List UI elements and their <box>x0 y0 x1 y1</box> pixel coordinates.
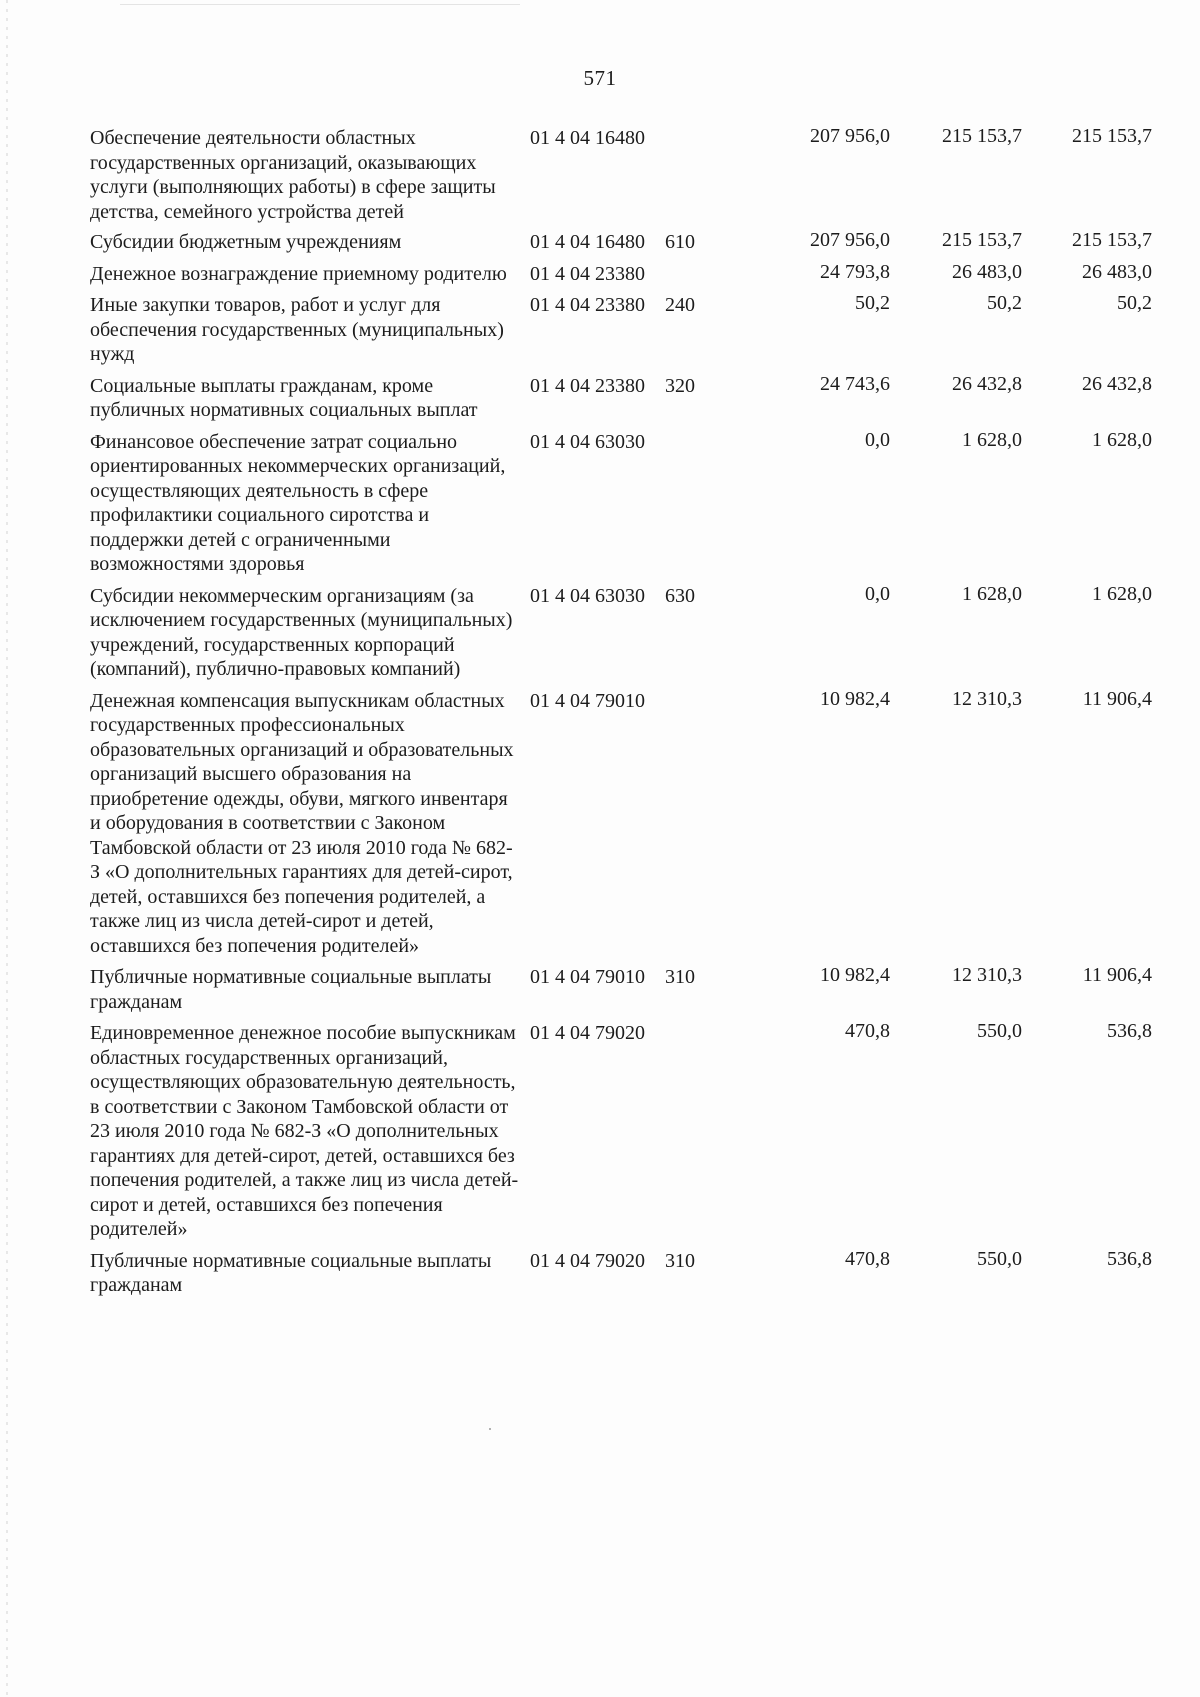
row-value-3: 215 153,7 <box>1072 125 1152 147</box>
row-value-2: 50,2 <box>987 292 1022 314</box>
row-value-1: 207 956,0 <box>810 229 890 251</box>
row-value-1: 24 793,8 <box>820 260 890 283</box>
scan-top-artifact <box>120 4 520 5</box>
row-code: 01 4 04 23380 <box>530 374 645 397</box>
scan-speck <box>489 1428 491 1430</box>
row-name: Субсидии бюджетным учреждениям <box>90 231 402 253</box>
row-value-1: 10 982,4 <box>820 687 890 710</box>
row-code: 01 4 04 16480 <box>530 127 645 149</box>
row-code: 01 4 04 79020 <box>530 1022 645 1044</box>
table-row <box>90 584 1170 682</box>
row-value-3: 1 628,0 <box>1092 582 1152 605</box>
row-value-2: 26 432,8 <box>952 372 1022 395</box>
row-type: 310 <box>665 1249 695 1272</box>
row-value-1: 50,2 <box>855 292 890 314</box>
table-row <box>90 262 1170 287</box>
row-value-1: 24 743,6 <box>820 372 890 395</box>
row-value-2: 1 628,0 <box>962 582 1022 605</box>
row-name: Публичные нормативные социальные выплаты гражданам <box>90 1249 492 1296</box>
row-code: 01 4 04 23380 <box>530 262 645 285</box>
table-row <box>90 230 1170 255</box>
row-name: Иные закупки товаров, работ и услуг для обеспечения государственных (муниципальных) нужд <box>90 294 504 365</box>
row-value-2: 1 628,0 <box>962 428 1022 451</box>
row-type: 310 <box>665 966 695 988</box>
table-row <box>90 689 1170 959</box>
row-value-2: 550,0 <box>977 1020 1022 1042</box>
row-value-3: 11 906,4 <box>1082 687 1152 710</box>
row-name: Единовременное денежное пособие выпускникам областных государственных организаций, осуществляющих образовательную деятельность, в соответствии с Законом Тамбовской области от 23 июля 2010 года № 682-З «О дополнительных гарантиях для детей-сирот, детей, оставшихся без попечения родителей, а также лиц из числа детей-сирот и детей, оставшихся без попечения родителей» <box>90 1022 519 1240</box>
table-row <box>90 430 1170 577</box>
row-value-2: 215 153,7 <box>942 125 1022 147</box>
row-value-3: 215 153,7 <box>1072 229 1152 251</box>
table-row <box>90 126 1170 224</box>
row-name: Обеспечение деятельности областных государственных организаций, оказывающих услуги (выполняющих работы) в сфере защиты детства, семейного устройства детей <box>90 127 496 223</box>
table-row <box>90 293 1170 367</box>
row-value-1: 10 982,4 <box>820 964 890 986</box>
row-value-2: 26 483,0 <box>952 260 1022 283</box>
table-row <box>90 965 1170 1014</box>
row-code: 01 4 04 79020 <box>530 1249 645 1272</box>
row-type: 240 <box>665 294 695 316</box>
table-row <box>90 374 1170 423</box>
table-row <box>90 1249 1170 1298</box>
row-value-3: 1 628,0 <box>1092 428 1152 451</box>
row-value-2: 12 310,3 <box>952 964 1022 986</box>
row-value-1: 470,8 <box>845 1247 890 1270</box>
row-value-3: 11 906,4 <box>1082 964 1152 986</box>
row-code: 01 4 04 79010 <box>530 689 645 712</box>
table-row <box>90 1021 1170 1242</box>
row-value-3: 26 432,8 <box>1082 372 1152 395</box>
row-name: Финансовое обеспечение затрат социально ориентированных некоммерческих организаций, осуществляющих деятельность в сфере профилактики социального сиротства и поддержки детей с ограниченными возможностями здоровья <box>90 430 506 575</box>
row-name: Субсидии некоммерческим организациям (за исключением государственных (муниципальных) учреждений, государственных корпораций (компаний), публично-правовых компаний) <box>90 584 513 680</box>
row-value-1: 0,0 <box>865 428 890 451</box>
row-type: 610 <box>665 231 695 253</box>
scan-edge-artifact <box>6 0 8 1697</box>
row-value-2: 550,0 <box>977 1247 1022 1270</box>
row-value-3: 50,2 <box>1117 292 1152 314</box>
row-value-3: 536,8 <box>1107 1247 1152 1270</box>
row-value-3: 536,8 <box>1107 1020 1152 1042</box>
row-value-3: 26 483,0 <box>1082 260 1152 283</box>
budget-table <box>90 126 1170 1298</box>
row-name: Социальные выплаты гражданам, кроме публичных нормативных социальных выплат <box>90 374 478 421</box>
row-value-1: 207 956,0 <box>810 125 890 147</box>
row-value-1: 0,0 <box>865 582 890 605</box>
row-code: 01 4 04 79010 <box>530 966 645 988</box>
row-name: Денежная компенсация выпускникам областных государственных профессиональных образовательных организаций и образовательных организаций высшего образования на приобретение одежды, обуви, мягкого инвентаря и оборудования в соответствии с Законом Тамбовской области от 23 июля 2010 года № 682-З «О дополнительных гарантиях для детей-сирот, детей, оставшихся без попечения родителей, а также лиц из числа детей-сирот и детей, оставшихся без попечения родителей» <box>90 689 514 957</box>
row-value-2: 12 310,3 <box>952 687 1022 710</box>
row-name: Денежное вознаграждение приемному родителю <box>90 262 507 285</box>
row-code: 01 4 04 63030 <box>530 430 645 453</box>
row-type: 630 <box>665 584 695 607</box>
row-code: 01 4 04 16480 <box>530 231 645 253</box>
row-type: 320 <box>665 374 695 397</box>
row-value-2: 215 153,7 <box>942 229 1022 251</box>
row-code: 01 4 04 23380 <box>530 294 645 316</box>
page-number: 571 <box>583 66 617 90</box>
row-value-1: 470,8 <box>845 1020 890 1042</box>
row-code: 01 4 04 63030 <box>530 584 645 607</box>
row-name: Публичные нормативные социальные выплаты гражданам <box>90 966 492 1013</box>
